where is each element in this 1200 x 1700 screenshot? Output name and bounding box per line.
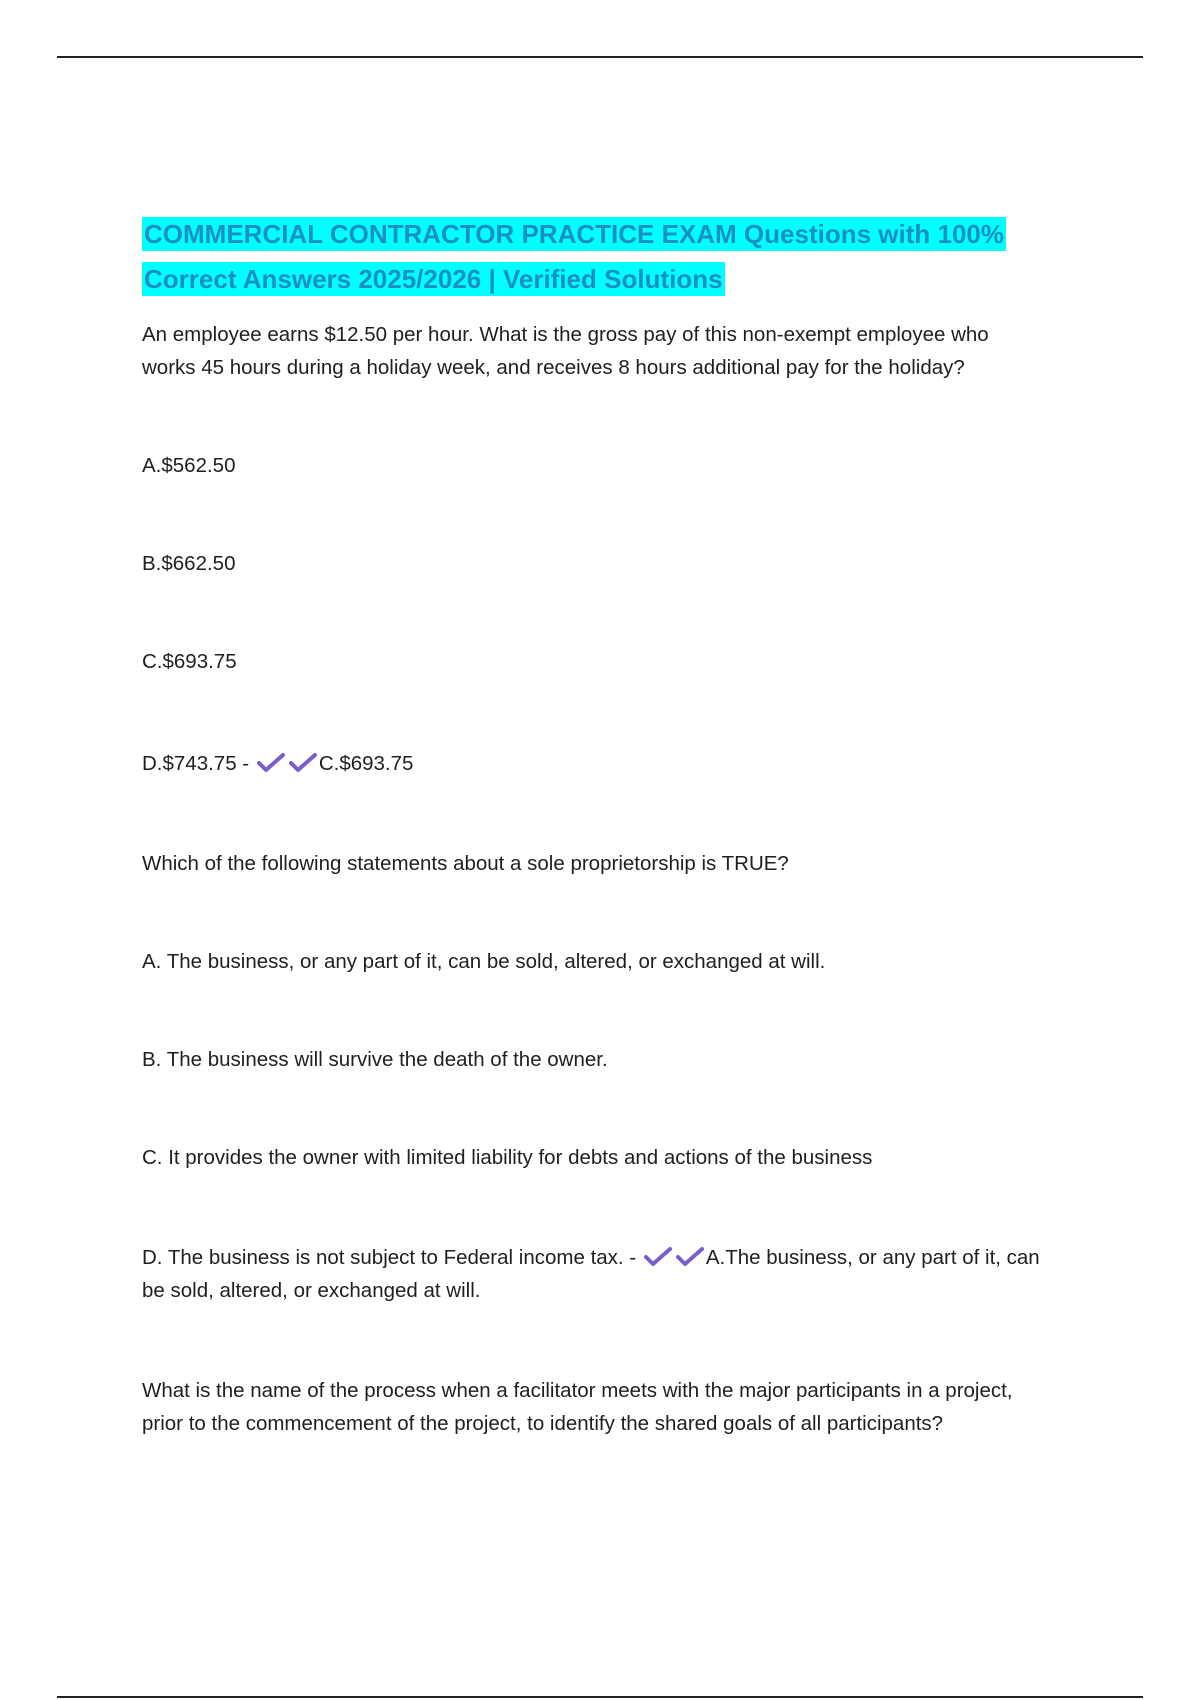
top-rule <box>57 56 1143 58</box>
question-1-option-c: C.$693.75 <box>142 650 237 673</box>
title-highlight: COMMERCIAL CONTRACTOR PRACTICE EXAM Questions with 100% Correct Answers 2025/2026 | Verified Solutions <box>144 219 1004 294</box>
question-2-option-b: B. The business will survive the death of the owner. <box>142 1048 608 1071</box>
question-2-text: Which of the following statements about a sole proprietorship is TRUE? <box>142 852 789 875</box>
document-title <box>142 212 1042 302</box>
question-3-text: What is the name of the process when a facilitator meets with the major participants in a project, prior to the commencement of the project, to identify the shared goals of all participants? <box>142 1379 1013 1435</box>
question-1-option-a: A.$562.50 <box>142 454 236 477</box>
question-2-answer: A.The business, or any part of it, can be sold, altered, or exchanged at will. <box>142 1246 1040 1302</box>
question-2-option-a: A. The business, or any part of it, can be sold, altered, or exchanged at will. <box>142 950 826 973</box>
question-1-text: An employee earns $12.50 per hour. What is the gross pay of this non-exempt employee who works 45 hours during a holiday week, and receives 8 hours additional pay for the holiday? <box>142 323 989 379</box>
check-icon <box>289 753 317 773</box>
check-icon <box>644 1247 672 1267</box>
question-1-option-d: D.$743.75 - <box>142 752 250 775</box>
question-2-option-d: D. The business is not subject to Federal income tax. - <box>142 1246 637 1269</box>
question-1-option-d-with-answer <box>142 747 1042 780</box>
question-2-option-d-with-answer <box>142 1241 1042 1307</box>
check-icon <box>676 1247 704 1267</box>
question-2-option-c: C. It provides the owner with limited liability for debts and actions of the business <box>142 1146 873 1169</box>
question-1-answer: C.$693.75 <box>318 752 414 775</box>
check-icon <box>257 753 285 773</box>
bottom-rule <box>57 1696 1143 1698</box>
question-1-option-b: B.$662.50 <box>142 552 236 575</box>
